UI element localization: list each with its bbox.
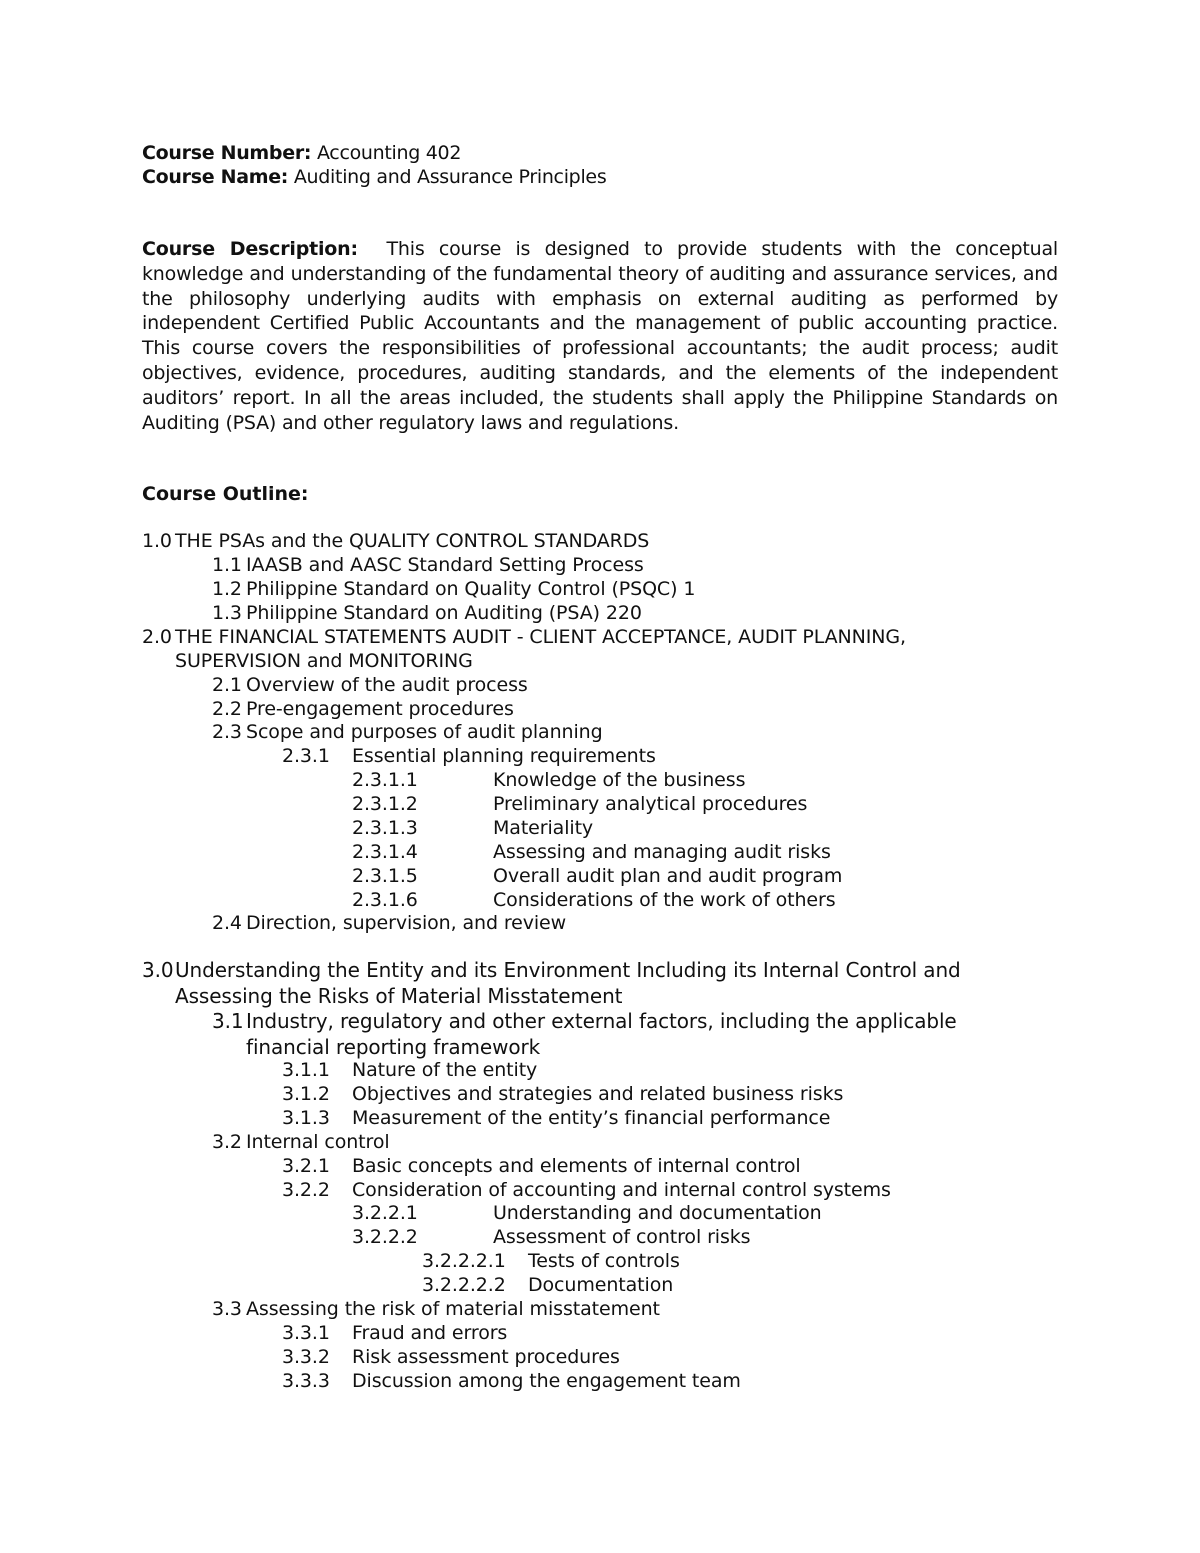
outline-item-text: Objectives and strategies and related business risks <box>352 1083 844 1105</box>
outline-item-text: Pre-engagement procedures <box>246 698 514 720</box>
outline-item-text: Overall audit plan and audit program <box>493 865 843 887</box>
outline-item-number: 1.3 <box>212 602 242 624</box>
outline-item-text: Scope and purposes of audit planning <box>246 721 603 743</box>
outline-item-text: Considerations of the work of others <box>493 889 836 911</box>
outline-item-text: Overview of the audit process <box>246 674 528 696</box>
outline-item-text: Consideration of accounting and internal control systems <box>352 1179 891 1201</box>
outline-item-number: 2.3.1.4 <box>352 841 418 863</box>
course-name-line <box>142 166 606 188</box>
outline-item-number: 3.2.2.2.1 <box>422 1250 506 1272</box>
outline-item-text: Assessing the risk of material misstatement <box>246 1298 660 1320</box>
course-name-label: Course Name: <box>142 166 289 188</box>
outline-item-number: 3.1.1 <box>282 1059 330 1081</box>
outline-item-text: SUPERVISION and MONITORING <box>175 650 473 672</box>
outline-item-text: Discussion among the engagement team <box>352 1370 741 1392</box>
outline-item-text: Philippine Standard on Quality Control (PSQC) 1 <box>246 578 696 600</box>
outline-item-number: 3.2 <box>212 1131 242 1153</box>
outline-item-text: IAASB and AASC Standard Setting Process <box>246 554 644 576</box>
outline-item-text: Preliminary analytical procedures <box>493 793 808 815</box>
outline-item-number: 3.2.2 <box>282 1179 330 1201</box>
outline-item-text: Essential planning requirements <box>352 745 656 767</box>
outline-item-number: 3.2.2.2.2 <box>422 1274 506 1296</box>
outline-item-text: Nature of the entity <box>352 1059 538 1081</box>
outline-item-number: 2.3.1.1 <box>352 769 418 791</box>
course-description-text: This course is designed to provide students with the conceptual knowledge and understanding of the fundamental theory of auditing and assurance services, and the philosophy underlying audits with emphasis on external auditing as performed by independent Certified Public Accountants and the management of public accounting practice. This course covers the responsibilities of professional accountants; the audit process; audit objectives, evidence, procedures, auditing standards, and the elements of the independent auditors’ report. In all the areas included, the students shall apply the Philippine Standards on Auditing (PSA) and other regulatory laws and regulations. <box>142 238 1059 434</box>
outline-item-text: Documentation <box>528 1274 674 1296</box>
outline-item-text: Measurement of the entity’s financial performance <box>352 1107 831 1129</box>
outline-item-number: 3.0 <box>142 958 174 982</box>
outline-item-number: 2.3.1.2 <box>352 793 418 815</box>
outline-item-number: 3.3.2 <box>282 1346 330 1368</box>
outline-item-text: Philippine Standard on Auditing (PSA) 220 <box>246 602 642 624</box>
course-description <box>142 237 1058 435</box>
outline-item-number: 2.3.1 <box>282 745 330 767</box>
course-outline-heading: Course Outline: <box>142 483 309 505</box>
outline-item-text: Materiality <box>493 817 594 839</box>
outline-item-number: 2.3.1.6 <box>352 889 418 911</box>
outline-item-text: Tests of controls <box>528 1250 680 1272</box>
outline-item-number: 2.2 <box>212 698 242 720</box>
outline-item-number: 3.1 <box>212 1009 244 1033</box>
outline-item-number: 1.2 <box>212 578 242 600</box>
course-number-label: Course Number: <box>142 142 312 164</box>
outline-item-text: Basic concepts and elements of internal control <box>352 1155 801 1177</box>
outline-item-number: 3.3.1 <box>282 1322 330 1344</box>
outline-item-text: Risk assessment procedures <box>352 1346 620 1368</box>
course-number-line <box>142 142 461 164</box>
outline-item-number: 2.0 <box>142 626 172 648</box>
outline-item-text: Industry, regulatory and other external factors, including the applicable <box>246 1009 957 1033</box>
outline-item-text: Assessing and managing audit risks <box>493 841 831 863</box>
outline-item-text: Direction, supervision, and review <box>246 912 567 934</box>
outline-item-text: Fraud and errors <box>352 1322 508 1344</box>
outline-item-text: Understanding the Entity and its Environment Including its Internal Control and <box>175 958 961 982</box>
outline-item-text: financial reporting framework <box>246 1035 541 1059</box>
outline-item-number: 1.0 <box>142 530 172 552</box>
course-name-value: Auditing and Assurance Principles <box>293 166 607 188</box>
outline-item-number: 1.1 <box>212 554 242 576</box>
course-number-value: Accounting 402 <box>316 142 462 164</box>
outline-item-number: 3.1.3 <box>282 1107 330 1129</box>
outline-item-number: 2.3.1.3 <box>352 817 418 839</box>
outline-item-number: 3.3 <box>212 1298 242 1320</box>
outline-item-text: Internal control <box>246 1131 390 1153</box>
outline-item-text: Knowledge of the business <box>493 769 746 791</box>
outline-item-text: Assessment of control risks <box>493 1226 751 1248</box>
outline-item-number: 3.2.2.1 <box>352 1202 418 1224</box>
outline-item-number: 2.3 <box>212 721 242 743</box>
outline-item-text: Understanding and documentation <box>493 1202 822 1224</box>
outline-item-number: 3.2.1 <box>282 1155 330 1177</box>
outline-item-number: 2.4 <box>212 912 242 934</box>
outline-item-number: 2.3.1.5 <box>352 865 418 887</box>
outline-item-text: THE FINANCIAL STATEMENTS AUDIT - CLIENT ACCEPTANCE, AUDIT PLANNING, <box>175 626 906 648</box>
outline-item-number: 2.1 <box>212 674 242 696</box>
course-description-label: Course Description: <box>142 238 358 260</box>
outline-item-number: 3.2.2.2 <box>352 1226 418 1248</box>
outline-item-text: THE PSAs and the QUALITY CONTROL STANDARDS <box>175 530 650 552</box>
outline-item-text: Assessing the Risks of Material Misstatement <box>175 984 623 1008</box>
outline-item-number: 3.3.3 <box>282 1370 330 1392</box>
outline-item-number: 3.1.2 <box>282 1083 330 1105</box>
